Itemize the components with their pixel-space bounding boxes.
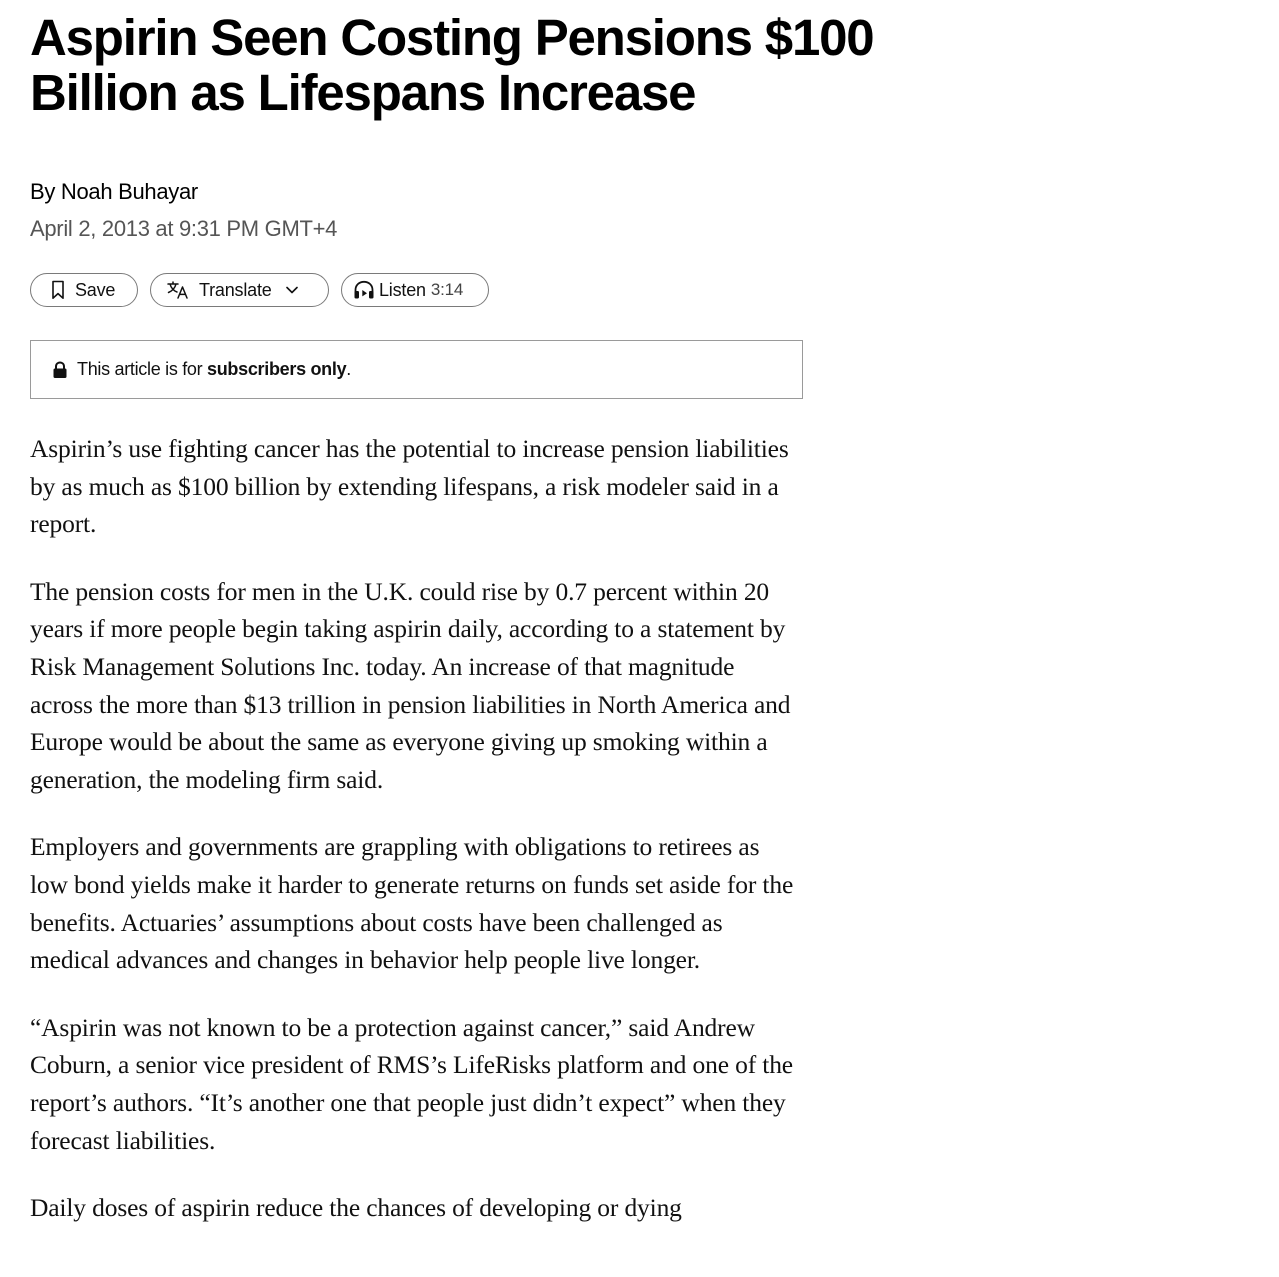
notice-suffix: .	[346, 359, 351, 379]
bookmark-icon	[51, 280, 65, 300]
listen-label: Listen	[379, 279, 426, 300]
notice-prefix: This article is for	[77, 359, 208, 379]
byline[interactable]: By Noah Buhayar	[30, 179, 198, 204]
article	[30, 10, 990, 1257]
headline: Aspirin Seen Costing Pensions $100 Billion as Lifespans Increase	[30, 9, 874, 121]
headphones-icon	[353, 280, 375, 300]
translate-button[interactable]	[150, 273, 329, 307]
paragraph: Daily doses of aspirin reduce the chances of developing or dying	[30, 1193, 682, 1223]
lock-icon	[52, 361, 68, 379]
dateline: April 2, 2013 at 9:31 PM GMT+4	[30, 216, 338, 241]
article-body	[30, 430, 803, 1227]
paragraph: The pension costs for men in the U.K. could rise by 0.7 percent within 20 years if more people begin taking aspirin daily, according to a statement by Risk Management Solutions Inc. today. An increase of that magnitude across the more than $13 trillion in pension liabilities in North America and Europe would be about the same as everyone giving up smoking within a generation, the modeling firm said.	[30, 576, 791, 794]
save-label: Save	[75, 279, 116, 300]
listen-button[interactable]	[341, 273, 489, 307]
listen-duration: 3:14	[430, 280, 464, 299]
save-button[interactable]	[30, 273, 138, 307]
paragraph: Aspirin’s use fighting cancer has the potential to increase pension liabilities by as much as $100 billion by extending lifespans, a risk modeler said in a report.	[30, 434, 789, 539]
translate-icon	[167, 281, 189, 299]
chevron-down-icon	[286, 286, 298, 294]
subscriber-notice	[30, 340, 803, 399]
paragraph: “Aspirin was not known to be a protection against cancer,” said Andrew Coburn, a senior vice president of RMS’s LifeRisks platform and one of the report’s authors. “It’s another one that people just didn’t expect” when they forecast liabilities.	[30, 1012, 793, 1155]
paragraph: Employers and governments are grappling with obligations to retirees as low bond yields make it harder to generate returns on funds set aside for the benefits. Actuaries’ assumptions about costs have been challenged as medical advances and changes in behavior help people live longer.	[30, 832, 794, 975]
translate-label: Translate	[199, 279, 272, 300]
notice-emphasis: subscribers only	[207, 359, 347, 379]
article-actions	[30, 273, 990, 309]
